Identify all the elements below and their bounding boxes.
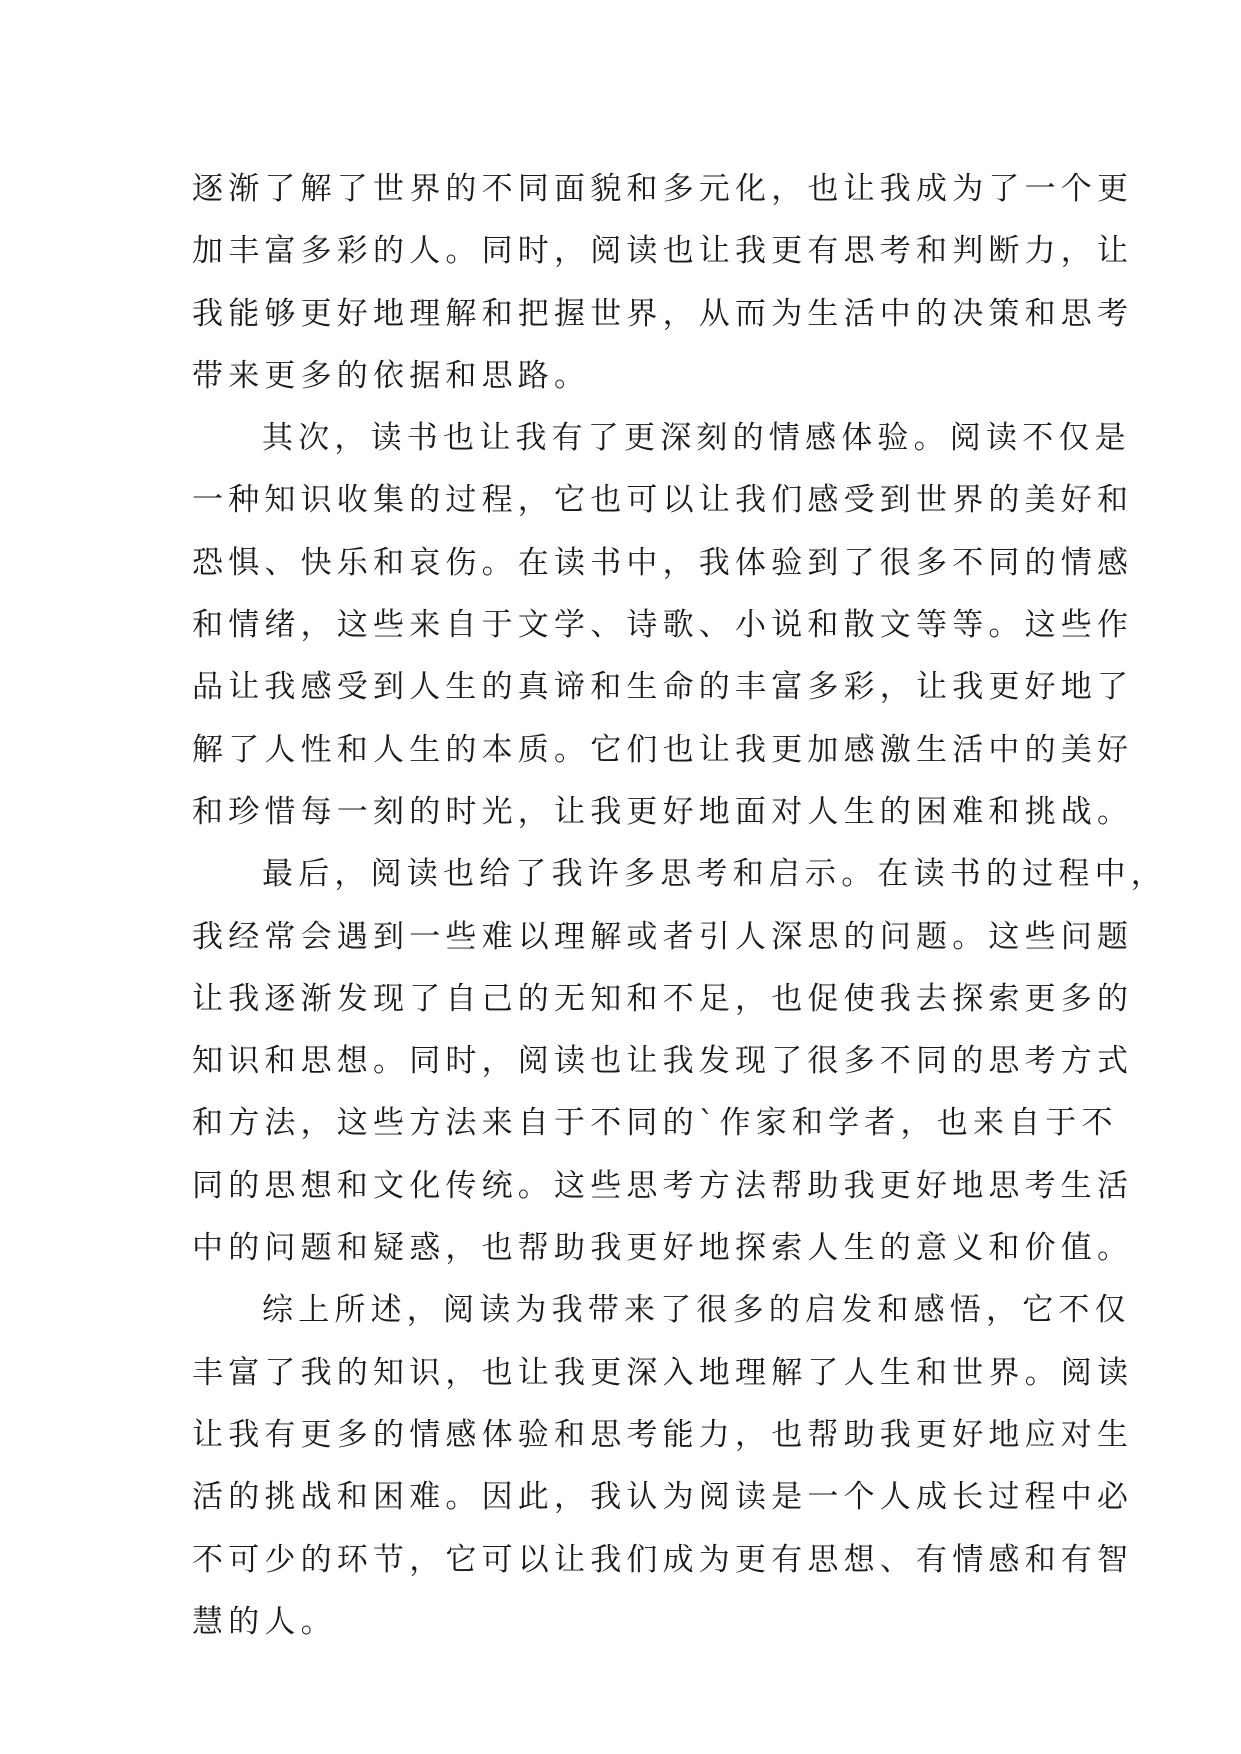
text-line: 解了人性和人生的本质。它们也让我更加感激生活中的美好 (192, 731, 1134, 768)
text-line: 加丰富多彩的人。同时，阅读也让我更有思考和判断力，让 (192, 233, 1134, 270)
text-line: 和珍惜每一刻的时光，让我更好地面对人生的困难和挑战。 (192, 793, 1134, 830)
body-text (192, 158, 1167, 1653)
text-line: 活的挑战和困难。因此，我认为阅读是一个人成长过程中必 (192, 1479, 1134, 1516)
text-line: 同的思想和文化传统。这些思考方法帮助我更好地思考生活 (192, 1167, 1134, 1204)
text-line: 中的问题和疑惑，也帮助我更好地探索人生的意义和价值。 (192, 1230, 1134, 1267)
paragraph-first-line: 其次，读书也让我有了更深刻的情感体验。阅读不仅是 (262, 420, 1131, 457)
text-line: 和情绪，这些来自于文学、诗歌、小说和散文等等。这些作 (192, 607, 1134, 644)
text-line: 不可少的环节，它可以让我们成为更有思想、有情感和有智 (192, 1541, 1134, 1578)
text-line: 让我逐渐发现了自己的无知和不足，也促使我去探索更多的 (192, 980, 1134, 1017)
text-line: 慧的人。 (192, 1603, 337, 1640)
text-line: 我能够更好地理解和把握世界，从而为生活中的决策和思考 (192, 295, 1134, 332)
text-line: 丰富了我的知识，也让我更深入地理解了人生和世界。阅读 (192, 1354, 1134, 1391)
text-line: 知识和思想。同时，阅读也让我发现了很多不同的思考方式 (192, 1043, 1134, 1080)
text-line: 恐惧、快乐和哀伤。在读书中，我体验到了很多不同的情感 (192, 544, 1134, 581)
text-line: 一种知识收集的过程，它也可以让我们感受到世界的美好和 (192, 482, 1134, 519)
paragraph-first-line: 综上所述，阅读为我带来了很多的启发和感悟，它不仅 (262, 1292, 1131, 1329)
text-line: 品让我感受到人生的真谛和生命的丰富多彩，让我更好地了 (192, 669, 1134, 706)
text-line: 和方法，这些方法来自于不同的`作家和学者，也来自于不 (192, 1105, 1118, 1142)
paragraph-first-line: 最后，阅读也给了我许多思考和启示。在读书的过程中， (262, 856, 1167, 893)
text-line: 让我有更多的情感体验和思考能力，也帮助我更好地应对生 (192, 1416, 1134, 1453)
text-line: 逐渐了解了世界的不同面貌和多元化，也让我成为了一个更 (192, 171, 1134, 207)
text-line: 我经常会遇到一些难以理解或者引人深思的问题。这些问题 (192, 918, 1134, 955)
text-line: 带来更多的依据和思路。 (192, 357, 591, 394)
